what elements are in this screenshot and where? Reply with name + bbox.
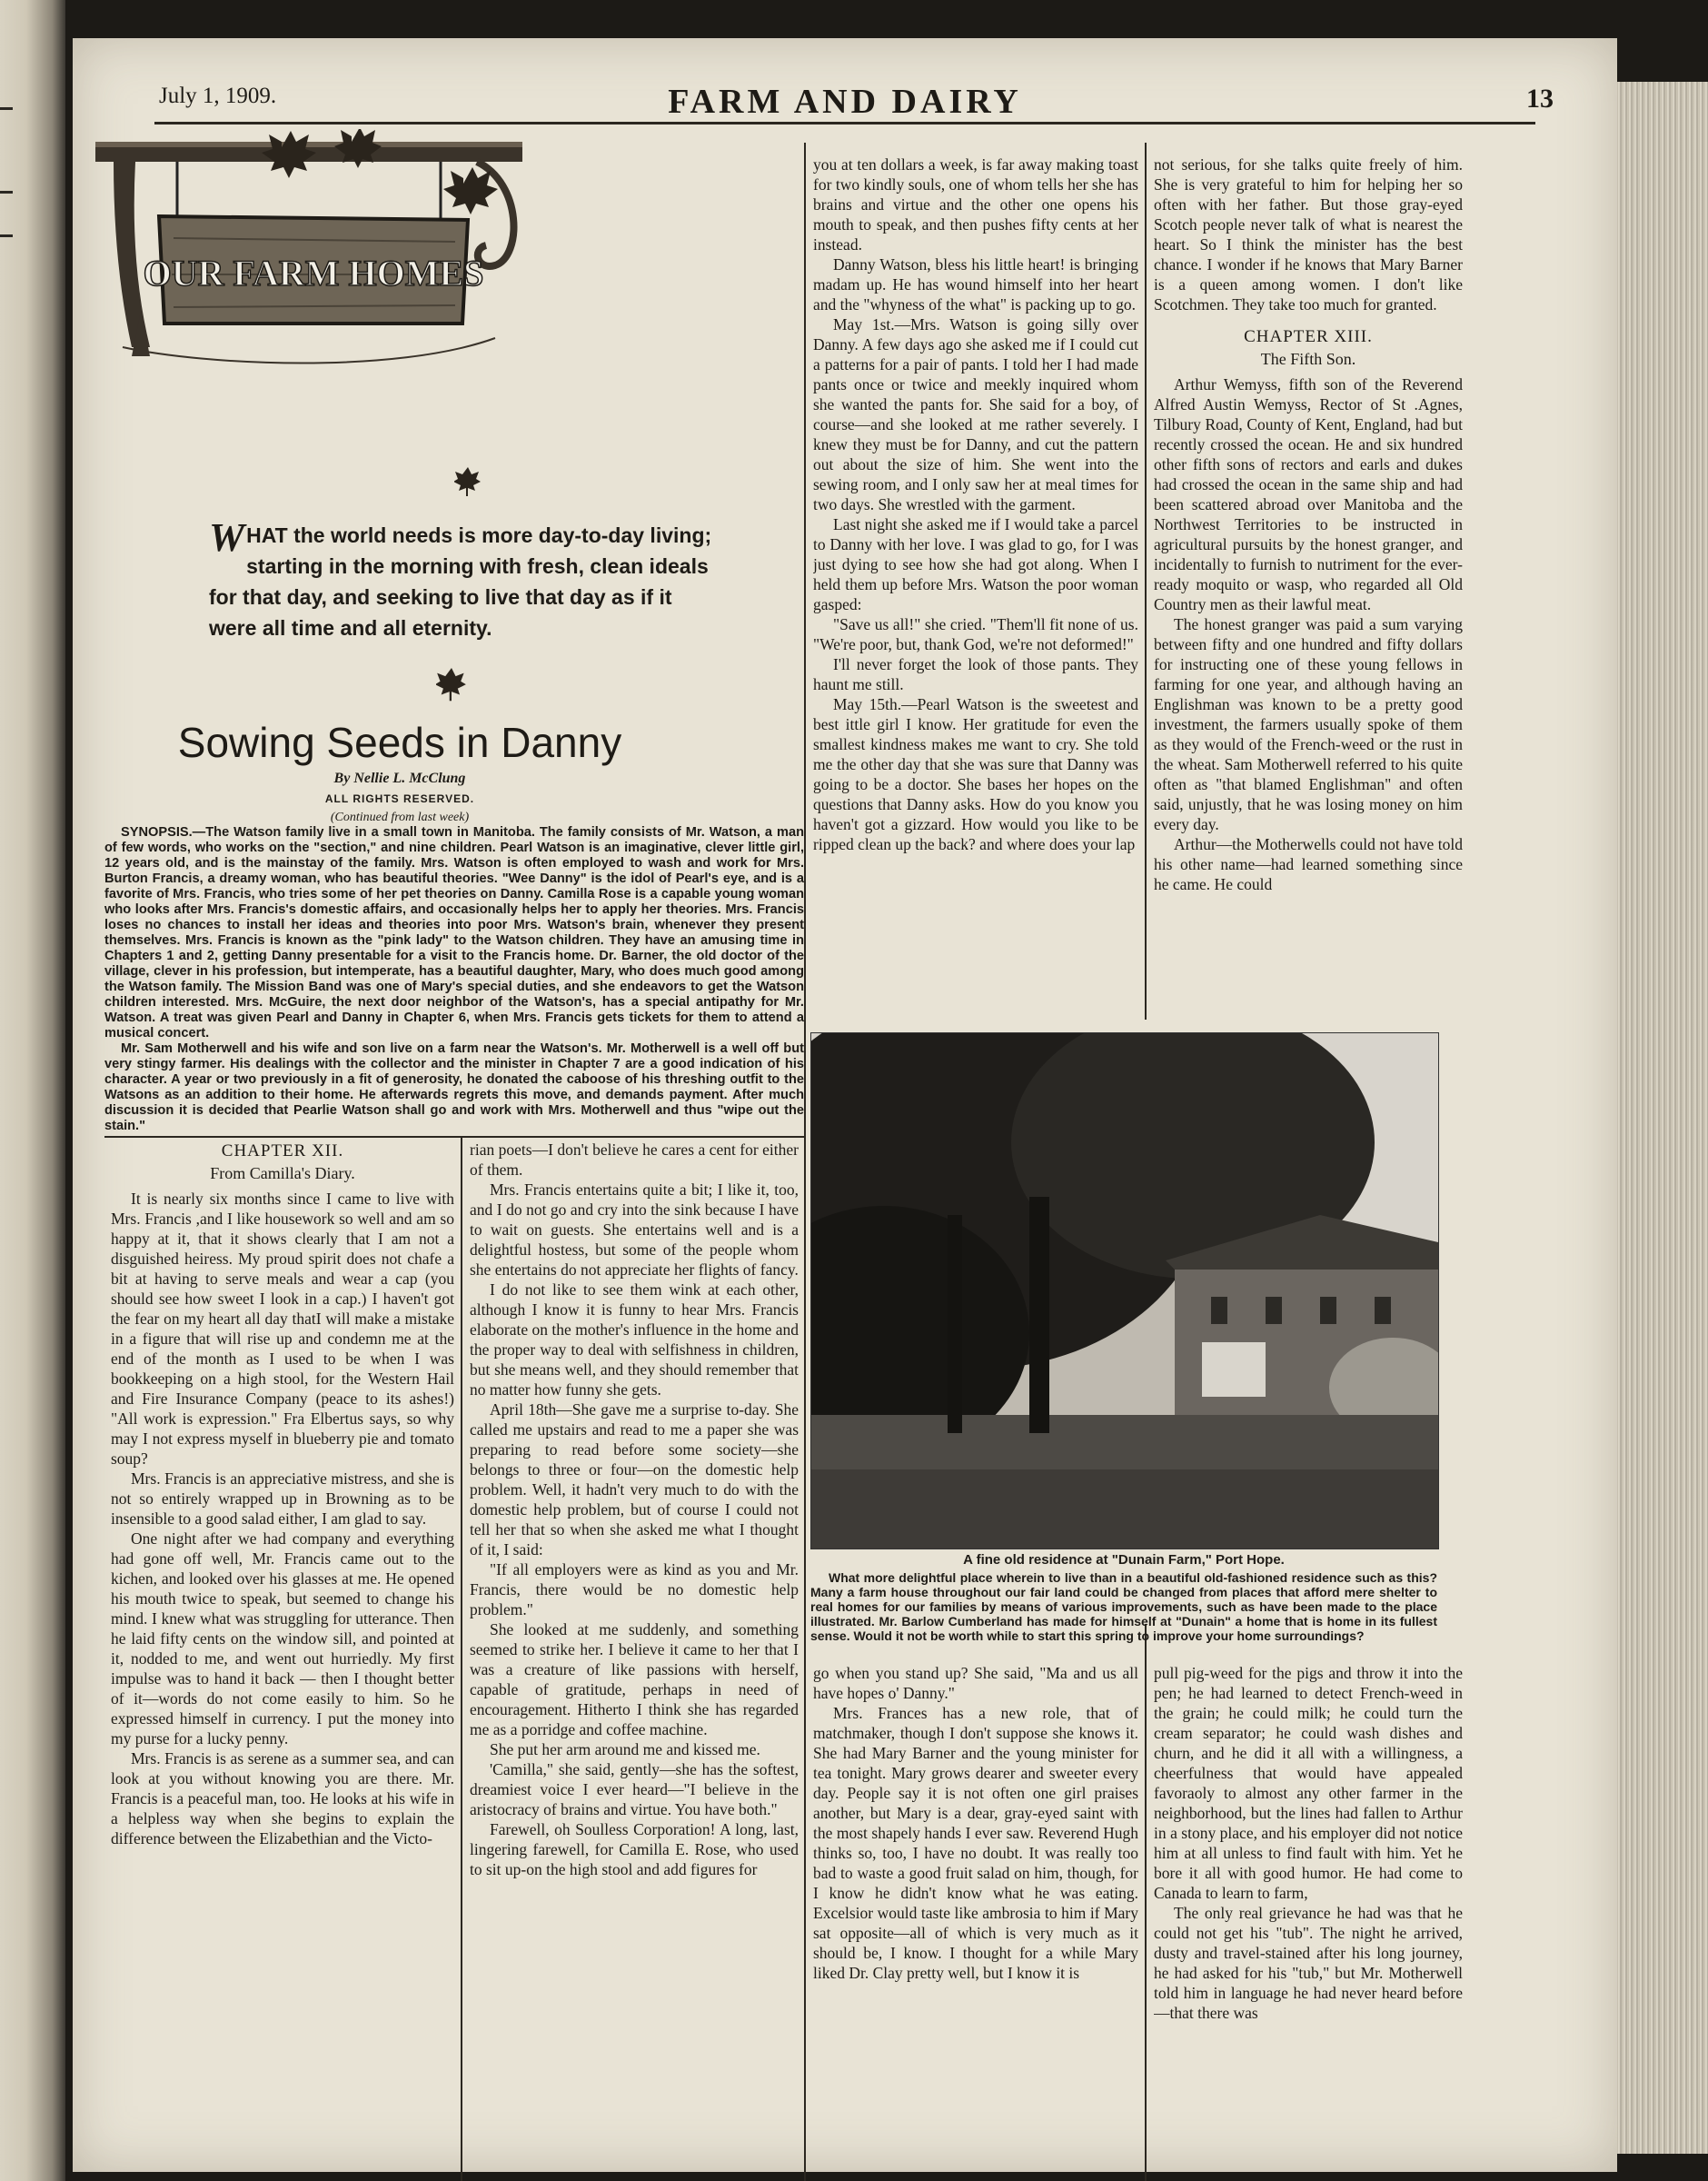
paragraph: May 15th.—Pearl Watson is the sweetest and best ittle girl I know. Her gratitude for even the smallest kindness makes me want to cry. She told me the other day that she was sure that Danny was going to be a doctor. She bases her hopes on the questions that Danny asks. How do you know you haven't got a gizzard. How would you like to be ripped clean up the back? and where does your lap bbox=[813, 695, 1138, 853]
header-rule bbox=[154, 122, 1535, 124]
photo-caption-body: What more delightful place wherein to live than in a beautiful old-fashioned residence such as this? Many a farm house throughout our fair land could be changed from places that afford mere shelter to real homes for our families by means of various improvements, such as have been made to the place illustrated. Mr. Barlow Cumberland has made for himself at "Dunain" a home that is home in its fullest sense. Would it not be worth while to start this spring to improve your home surroundings? bbox=[810, 1570, 1437, 1643]
paragraph: She looked at me suddenly, and something seemed to strike her. I believe it came to her that I was a creature of like passions with herself, capable of gratitude, perhaps in need of encouragement. Hitherto I think she has regarded me as a porridge and coffee machine. bbox=[470, 1620, 799, 1738]
column-rule bbox=[461, 1138, 462, 2181]
photo-caption bbox=[810, 1570, 1437, 1643]
paragraph: Farewell, oh Soulless Corporation! A long, last, lingering farewell, for Camilla E. Rose, who used to sit up-on the high stool and add figures for bbox=[470, 1820, 799, 1878]
paragraph: Mrs. Francis entertains quite a bit; I like it, too, and I do not go and cry into the sink because I have to wait on guests. She entertains well and is a delightful hostess, but some of the people whom she entertains do not appreciate her flights of fancy. bbox=[470, 1180, 799, 1279]
banner-sign-text: OUR FARM HOMES bbox=[143, 253, 484, 294]
photo-caption-title: A fine old residence at "Dunain Farm," Port Hope. bbox=[963, 1552, 1285, 1568]
paragraph: Mrs. Frances has a new role, that of matchmaker, though I don't suppose she knows it. She had Mary Barner and the young minister for tea tonight. Mary grows dearer and sweeter every day. People say it is not often one girl praises another, but Mary is a dear, gray-eyed saint with the most shapely hands I ever saw. Reverend Hugh thinks so, too, I have no doubt. It was really too bad to waste a good fruit salad on him, though, for I know he didn't know what he was eating. Excelsior would taste like ambrosia to him if Mary sat opposite—all of which is very much as it should be, I know. I thought for a while Mary liked Dr. Clay pretty well, but I know it is bbox=[813, 1704, 1138, 1982]
paragraph: The honest granger was paid a sum varying between fifty and one hundred and fifty dollars for instructing one of these young fellows in farming for one year, and although having an Englishman was known to be a pretty good investment, the farmers usually spoke of them as they would of the French-weed or the rust in the wheat. Sam Motherwell referred to his quite often as "that blamed Englishman" and often said, unjustly, that he was losing money on him every day. bbox=[1154, 615, 1463, 833]
issue-date: July 1, 1909. bbox=[159, 84, 277, 108]
publication-title: FARM AND DAIRY bbox=[668, 83, 1022, 121]
maple-leaf-ornament-icon bbox=[436, 665, 467, 702]
paragraph: rian poets—I don't believe he cares a cent for either of them. bbox=[470, 1140, 799, 1179]
pull-quote bbox=[209, 515, 718, 643]
paragraph: May 1st.—Mrs. Watson is going silly over Danny. A few days ago she asked me if I could cut a patterns for a pair of pants. I told her I had made pants once or twice and meekly inquired whom she wanted the pants for. She said for a boy, of course—and she looked at me rather severely. I knew they must be for Danny, and cut the pattern out about the size of him. She went into the sewing room, and I only saw her at meal times for two days. She wrestled with the garment. bbox=[813, 315, 1138, 513]
column-rule bbox=[1145, 143, 1147, 1020]
story-author: By Nellie L. McClung bbox=[333, 771, 466, 786]
column-4-top bbox=[1154, 154, 1463, 1027]
synopsis bbox=[104, 825, 804, 1134]
paragraph: pull pig-weed for the pigs and throw it into the pen; he had learned to detect French-weed in the grain; he could milk; he could turn the cream separator; he could wash dishes and churn, and he did it all with a willingness, a cheerfulness that would have appealed favoraoly to almost any other farmer in the neighborhood, but the lines had fallen to Arthur in a stony place, and his employer did not notice him at all unless to find fault with him. Yet he bore it all with good humor. He had come to Canada to learn to farm, bbox=[1154, 1664, 1463, 1902]
story-title: Sowing Seeds in Danny bbox=[177, 719, 622, 766]
column-1 bbox=[111, 1140, 454, 2181]
chapter-heading: CHAPTER XIII. bbox=[1244, 327, 1373, 346]
column-rule bbox=[1145, 1624, 1147, 2181]
paragraph: Last night she asked me if I would take a parcel to Danny with her love. I was glad to go, for I was just dying to see how she had got along. When I held them up before Mrs. Watson the poor woman gasped: bbox=[813, 515, 1138, 613]
paragraph: you at ten dollars a week, is far away making toast for two kindly souls, one of whom tells her she has brains and virtue and the other one opens his mouth to speak, and then pushes fifty cents at her instead. bbox=[813, 155, 1138, 254]
page-stack-edge bbox=[1617, 82, 1708, 2154]
column-3-bottom bbox=[813, 1663, 1138, 2181]
column-rule bbox=[804, 143, 806, 2181]
paragraph: April 18th—She gave me a surprise to-day. She called me upstairs and read to me a paper she was preparing to read before some society—she belongs to three or four—on the domestic help problem. Well, it hadn't very much to do with the domestic help problem, but of course I could not tell her that so when she asked me what I thought of it, I said: bbox=[470, 1400, 799, 1559]
paragraph: I do not like to see them wink at each other, although I know it is funny to hear Mrs. Francis elaborate on the mother's influence in the home and the proper way to deal with selfishness in children, but she means well, and they should remember that no matter how funny she gets. bbox=[470, 1280, 799, 1399]
dunain-farm-photograph bbox=[810, 1032, 1439, 1549]
chapter-heading: CHAPTER XII. bbox=[221, 1141, 344, 1160]
paragraph: 'Camilla," she said, gently—she has the softest, dreamiest voice I ever heard—"I believe in the aristocracy of brains and virtue. You have both." bbox=[470, 1760, 799, 1818]
paragraph: Mrs. Francis is an appreciative mistress, and she is not so entirely wrapped up in Browning as to be insensible to a good salad either, I am glad to say. bbox=[111, 1469, 454, 1528]
our-farm-homes-banner bbox=[95, 129, 522, 447]
paragraph: It is nearly six months since I came to live with Mrs. Francis ,and I like housework so well and am so happy at it, that it shows clearly that I am not a disguished heiress. My proud spirit does not chafe a bit at having to serve meals and wear a cap (you should see how sweet I look in a cap.) I haven't got the fear on my heart all day thatI will make a mistake in a figure that will rise up and condemn me at the end of the month as I used to be when I was bookkeeping on a high stool, for the Western Hail and Fire Insurance Company (peace to its ashes!) "All work is expression." Fra Elbertus says, so why may I not express myself in blueberry pie and tomato soup? bbox=[111, 1190, 454, 1468]
paragraph: Arthur—the Motherwells could not have told his other name—had learned something since he came. He could bbox=[1154, 835, 1463, 893]
newspaper-page bbox=[73, 38, 1617, 2172]
paragraph: Danny Watson, bless his little heart! is bringing madam up. He has wound himself into her heart and the "whyness of the what" is packing up to go. bbox=[813, 255, 1138, 314]
maple-leaf-ornament-icon bbox=[454, 465, 482, 496]
paragraph: "If all employers were as kind as you and Mr. Francis, there would be no domestic help problem." bbox=[470, 1560, 799, 1618]
paragraph: not serious, for she talks quite freely of him. She is very grateful to him for helping her so often with her father. But those gray-eyed Scotch people never talk of what is nearest the heart. So I think the minister has the best chance. I wonder if he knows that Mary Barner is a queen among women. I don't like Scotchmen. They take too much for granted. bbox=[1154, 155, 1463, 314]
chapter-subtitle: From Camilla's Diary. bbox=[210, 1164, 355, 1182]
synopsis-paragraph: SYNOPSIS.—The Watson family live in a small town in Manitoba. The family consists of Mr. Watson, a man of few words, who works on the "section," and nine children. Pearl Watson is an imaginative, clever little girl, 12 years old, and is the mainstay of the family. Mrs. Watson is often employed to wash and work for Mrs. Burton Francis, a dreamy woman, who has beautiful theories. "Wee Danny" is the idol of Pearl's eye, and is a favorite of Mrs. Francis, who tries some of her pet theories on Danny. Camilla Rose is a capable young woman who looks after Mrs. Francis's domestic affairs, and occasionally helps her to apply her theories. Mrs. Francis loses no chances to install her ideas and theories into poor Mrs. Watson's brain, whenever they present themselves. Mrs. Francis is known as the "pink lady" to the Watson children. They have an amusing time in Chapters 1 and 2, getting Danny presentable for a visit to the Francis home. Dr. Barner, the old doctor of the village, clever in his profession, but intemperate, has a beautiful daughter, Mary, who does much good among the Watson family. The Mission Band was one of Mary's special duties, and she endeavors to get the Watson children interested. Mrs. McGuire, the next door neighbor of the Watson's, has a special antipathy for Mr. Watson. A treat was given Pearl and Danny in Chapter 6, when Mrs. Francis gets tickets for them to attend a musical concert. bbox=[104, 825, 804, 1041]
page-number: 13 bbox=[1526, 84, 1554, 114]
pull-quote-text: HAT the world needs is more day-to-day living; starting in the morning with fresh, clean ideals for that day, and seeking to live that day as if it were all time and all eternity. bbox=[209, 523, 712, 640]
column-4-bottom bbox=[1154, 1663, 1463, 2181]
paragraph: The only real grievance he had was that he could not get his "tub". The night he arrived, dusty and travel-stained after his long journey, he had asked for his "tub," but Mr. Motherwell told him in language he had never heard before—that there was bbox=[1154, 1904, 1463, 2022]
drop-cap: W bbox=[209, 515, 245, 560]
paragraph: She put her arm around me and kissed me. bbox=[490, 1740, 760, 1758]
paragraph: Mrs. Francis is as serene as a summer sea, and can look at you without knowing you are there. Mr. Francis is a peaceful man, too. He looks at his wife in a helpless way when she begins to explain the difference between the Elizabethian and the Victo- bbox=[111, 1749, 454, 1847]
continued-note: (Continued from last week) bbox=[330, 811, 470, 824]
paragraph: Arthur Wemyss, fifth son of the Reverend Alfred Austin Wemyss, Rector of St .Agnes, Tilbury Road, County of Kent, England, had but recently crossed the ocean. He and six hundred other fifth sons of rectors and earls and dukes had crossed the ocean in the same ship and had been scattered abroad over Manitoba and the Northwest Territories to be instructed in agricultural pursuits by the honest granger, and incidentally to furnish to nutriment for the ever-ready moquito or wasp, who regarded all Old Country men as their lawful meat. bbox=[1154, 375, 1463, 613]
paragraph: I'll never forget the look of those pants. They haunt me still. bbox=[813, 655, 1138, 693]
synopsis-rule bbox=[104, 1136, 804, 1138]
paragraph: "Save us all!" she cried. "Them'll fit none of us. "We're poor, but, thank God, we're not deformed!" bbox=[813, 615, 1138, 653]
rights-notice: ALL RIGHTS RESERVED. bbox=[324, 792, 475, 805]
column-2 bbox=[470, 1140, 799, 2181]
synopsis-paragraph: Mr. Sam Motherwell and his wife and son live on a farm near the Watson's. Mr. Motherwell is a well off but very stingy farmer. His dealings with the collector and the minister in Chapter 7 are a good indication of his character. A year or two previously in a fit of generosity, he donated the caboose of his threshing outfit to the Watsons as an addition to their home. He afterwards regrets this move, and demands payment. After much discussion it is decided that Pearlie Watson shall go and work with Mrs. Motherwell and thus "wipe out the stain." bbox=[104, 1041, 804, 1133]
chapter-subtitle: The Fifth Son. bbox=[1260, 350, 1356, 368]
paragraph: go when you stand up? She said, "Ma and us all have hopes o' Danny." bbox=[813, 1664, 1138, 1702]
column-3-top bbox=[813, 154, 1138, 1027]
paragraph: One night after we had company and everything had gone off well, Mr. Francis came out to the kichen, and looked over his glasses at me. He opened his mouth twice to speak, but seemed to change his mind. I knew what was struggling for utterance. Then he laid fifty cents on the window sill, and pointed at it, nodded to me, and went out hurriedly. My first impulse was to hand it back — then I thought better of it—words do not come easily to him. So he expressed himself in currency. I put the money into my purse for a lucky penny. bbox=[111, 1529, 454, 1748]
previous-page-edge bbox=[0, 0, 65, 2181]
